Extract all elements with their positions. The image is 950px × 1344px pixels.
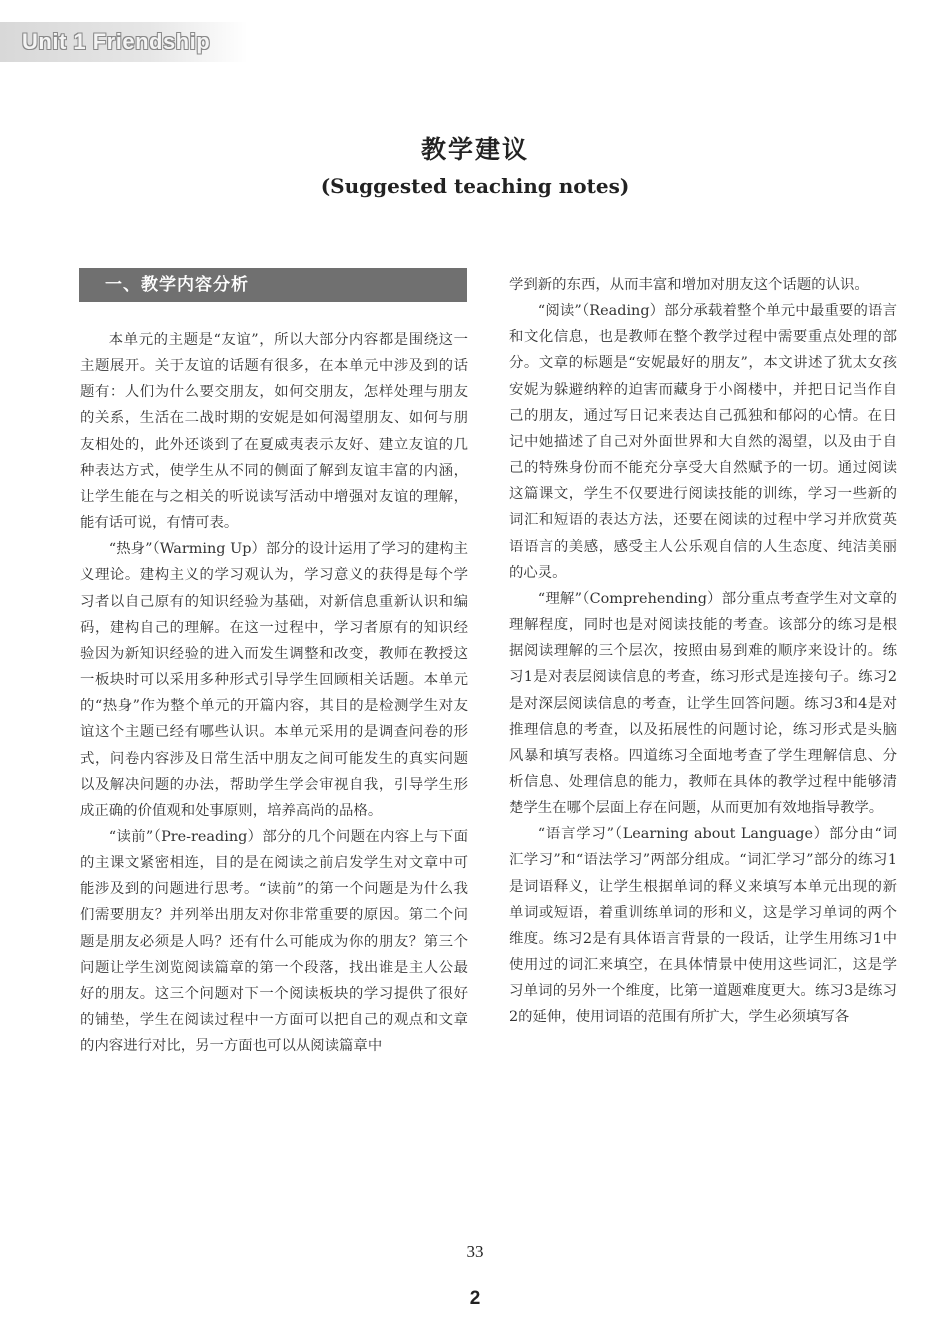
unit-label: Unit 1 Friendship xyxy=(22,29,211,54)
paragraph: “热身”（Warming Up）部分的设计运用了学习的建构主义理论。建构主义的学习观认为，学习意义的获得是每个学习者以自己原有的知识经验为基础，对新信息重新认识和编码，建构自己的理解。在这一过程中，学习者原有的知识经验因为新知识经验的进入而发生调整和改变，教师在教授这一板块时可以采用多种形式引导学生回顾相关话题。本单元的“热身”作为整个单元的开篇内容，其目的是检测学生对友谊这个主题已经有哪些认识。本单元采用的是调查问卷的形式，问卷内容涉及日常生活中朋友之间可能发生的真实问题以及解决问题的办法，帮助学生学会审视自我，引导学生形成正确的价值观和处事原则，培养高尚的品格。 xyxy=(80,541,468,819)
paragraph: “理解”（Comprehending）部分重点考查学生对文章的理解程度，同时也是对阅读技能的考查。该部分的练习是根据阅读理解的三个层次，按照由易到难的顺序来设计的。练习1是对表层阅读信息的考查，练习形式是连接句子。练习2是对深层阅读信息的考查，让学生回答问题。练习3和4是对推理信息的考查，以及拓展性的问题讨论，练习形式是头脑风暴和填写表格。四道练习全面地考查了学生理解信息、分析信息、处理信息的能力，教师在具体的教学过程中能够清楚学生在哪个层面上存在问题，从而更加有效地指导教学。 xyxy=(509,590,897,817)
right-column xyxy=(509,272,897,1031)
page-subtitle: (Suggested teaching notes) xyxy=(320,174,630,198)
paragraph: “阅读”（Reading）部分承载着整个单元中最重要的语言和文化信息，也是教师在整个教学过程中需要重点处理的部分。文章的标题是“安妮最好的朋友”，本文讲述了犹太女孩安妮为躲避纳粹的迫害而藏身于小阁楼中，并把日记当作自己的朋友，通过写日记来表达自己孤独和郁闷的心情。在日记中她描述了自己对外面世界和大自然的渴望，以及由于自己的特殊身份而不能充分享受大自然赋予的一切。通过阅读这篇课文，学生不仅要进行阅读技能的训练，学习一些新的词汇和短语的表达方法，还要在阅读的过程中学习并欣赏英语语言的美感，感受主人公乐观自信的人生态度、纯洁美丽的心灵。 xyxy=(509,303,897,581)
paragraph: “读前”（Pre-reading）部分的几个问题在内容上与下面的主课文紧密相连，目的是在阅读之前启发学生对文章中可能涉及到的问题进行思考。“读前”的第一个问题是为什么我们需要朋友？并列举出朋友对你非常重要的原因。第二个问题是朋友必须是人吗？还有什么可能成为你的朋友？第三个问题让学生浏览阅读篇章的第一个段落，找出谁是主人公最好的朋友。这三个问题对下一个阅读板块的学习提供了很好的铺垫，学生在阅读过程中一方面可以把自己的观点和文章的内容进行对比，另一方面也可以从阅读篇章中 xyxy=(80,828,468,1055)
left-column xyxy=(80,327,468,1059)
page-number-small: 33 xyxy=(466,1242,484,1261)
paragraph-continued: 学到新的东西，从而丰富和增加对朋友这个话题的认识。 xyxy=(509,277,869,293)
unit-banner xyxy=(0,22,248,62)
paragraph: 本单元的主题是“友谊”，所以大部分内容都是围绕这一主题展开。关于友谊的话题有很多，在本单元中涉及到的话题有：人们为什么要交朋友，如何交朋友，怎样处理与朋友的关系，生活在二战时期的安妮是如何渴望朋友、如何与朋友相处的，此外还谈到了在夏威夷表示友好、建立友谊的几种表达方式，使学生从不同的侧面了解到友谊丰富的内涵，让学生能在与之相关的听说读写活动中增强对友谊的理解，能有话可说，有情可表。 xyxy=(80,332,468,532)
paragraph: “语言学习”（Learning about Language）部分由“词汇学习”和“语法学习”两部分组成。“词汇学习”部分的练习1是词语释义，让学生根据单词的释义来填写本单元出现的新单词或短语，着重训练单词的形和义，这是学习单词的两个维度。练习2是有具体语言背景的一段话，让学生用练习1中使用过的词汇来填空，在具体情景中使用这些词汇，这是学习单词的另外一个维度，比第一道题难度更大。练习3是练习2的延伸，使用词语的范围有所扩大，学生必须填写各 xyxy=(509,826,897,1026)
page-number-large: 2 xyxy=(469,1288,481,1309)
page-title: 教学建议 xyxy=(420,135,529,164)
section-heading: 一、教学内容分析 xyxy=(79,268,467,302)
